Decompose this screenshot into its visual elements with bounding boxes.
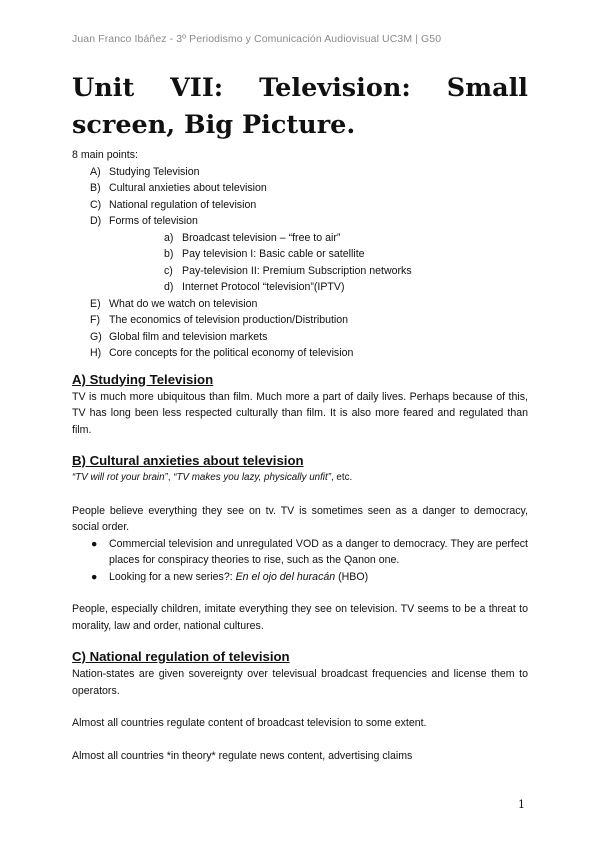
list-item: b) Pay television I: Basic cable or satellite: [164, 248, 365, 260]
intro-text: 8 main points:: [72, 149, 138, 161]
paragraph: People, especially children, imitate everything they see on television. TV seems to be a threat to morality, law and order, national cultures.: [72, 603, 528, 632]
bullet-list: [72, 536, 528, 586]
paragraph: Almost all countries *in theory* regulate news content, advertising claims: [72, 749, 413, 762]
list-item: d) Internet Protocol “television”(IPTV): [164, 281, 345, 293]
page-number: 1: [518, 798, 525, 811]
document-body: [72, 147, 528, 764]
list-item: ● Looking for a new series?: En el ojo del huracán (HBO): [72, 569, 528, 586]
bullet-icon: ●: [91, 570, 98, 583]
list-item: c) Pay-television II: Premium Subscription networks: [164, 264, 412, 277]
section-c: [72, 648, 528, 764]
quote-line: “TV will rot your brain”, “TV makes you lazy, physically unfit”, etc.: [72, 472, 353, 483]
paragraph: Almost all countries regulate content of broadcast television to some extent.: [72, 717, 427, 729]
list-item: F) The economics of television production/Distribution: [90, 314, 349, 326]
section-heading: B) Cultural anxieties about television: [72, 453, 304, 468]
list-item: H) Core concepts for the political economy of television: [90, 347, 354, 359]
paragraph: Nation-states are given sovereignty over televisual broadcast frequencies and license them to operators.: [72, 668, 528, 697]
list-item: a) Broadcast television – “free to air”: [164, 231, 341, 244]
list-item: E) What do we watch on television: [90, 297, 258, 310]
page-title: Unit VII: Television: Small screen, Big Picture.: [72, 73, 528, 140]
bullet-icon: ●: [91, 537, 98, 550]
section-b: [72, 452, 528, 634]
list-item: C) National regulation of television: [90, 198, 257, 211]
section-heading: A) Studying Television: [72, 371, 214, 387]
section-heading: C) National regulation of television: [72, 649, 290, 664]
main-points-list: [72, 164, 528, 362]
section-a: [72, 371, 528, 439]
paragraph: TV is much more ubiquitous than film. Much more a part of daily lives. Perhaps because of this, TV has long been less respected culturally than film. It is also more feared and regulated than film.: [72, 390, 528, 436]
list-item: B) Cultural anxieties about television: [90, 182, 267, 194]
paragraph: People believe everything they see on tv. TV is sometimes seen as a danger to democracy, social order.: [72, 504, 528, 533]
list-item: ● Commercial television and unregulated VOD as a danger to democracy. They are perfect places for conspiracy theories to rise, such as the Qanon one.: [91, 537, 528, 566]
list-item: G) Global film and television markets: [90, 330, 268, 343]
page-header: Juan Franco Ibáñez - 3º Periodismo y Comunicación Audiovisual UC3M | G50: [72, 33, 442, 45]
list-item: A) Studying Television: [90, 165, 200, 178]
sub-points-list: [109, 230, 528, 296]
list-item: D) Forms of television a) Broadcast television – “free to air” b) Pay television I: Basic cable or satellite c) Pay-television II: Premium Subscription networks d) Internet Protocol “television”(IPTV): [72, 213, 528, 296]
